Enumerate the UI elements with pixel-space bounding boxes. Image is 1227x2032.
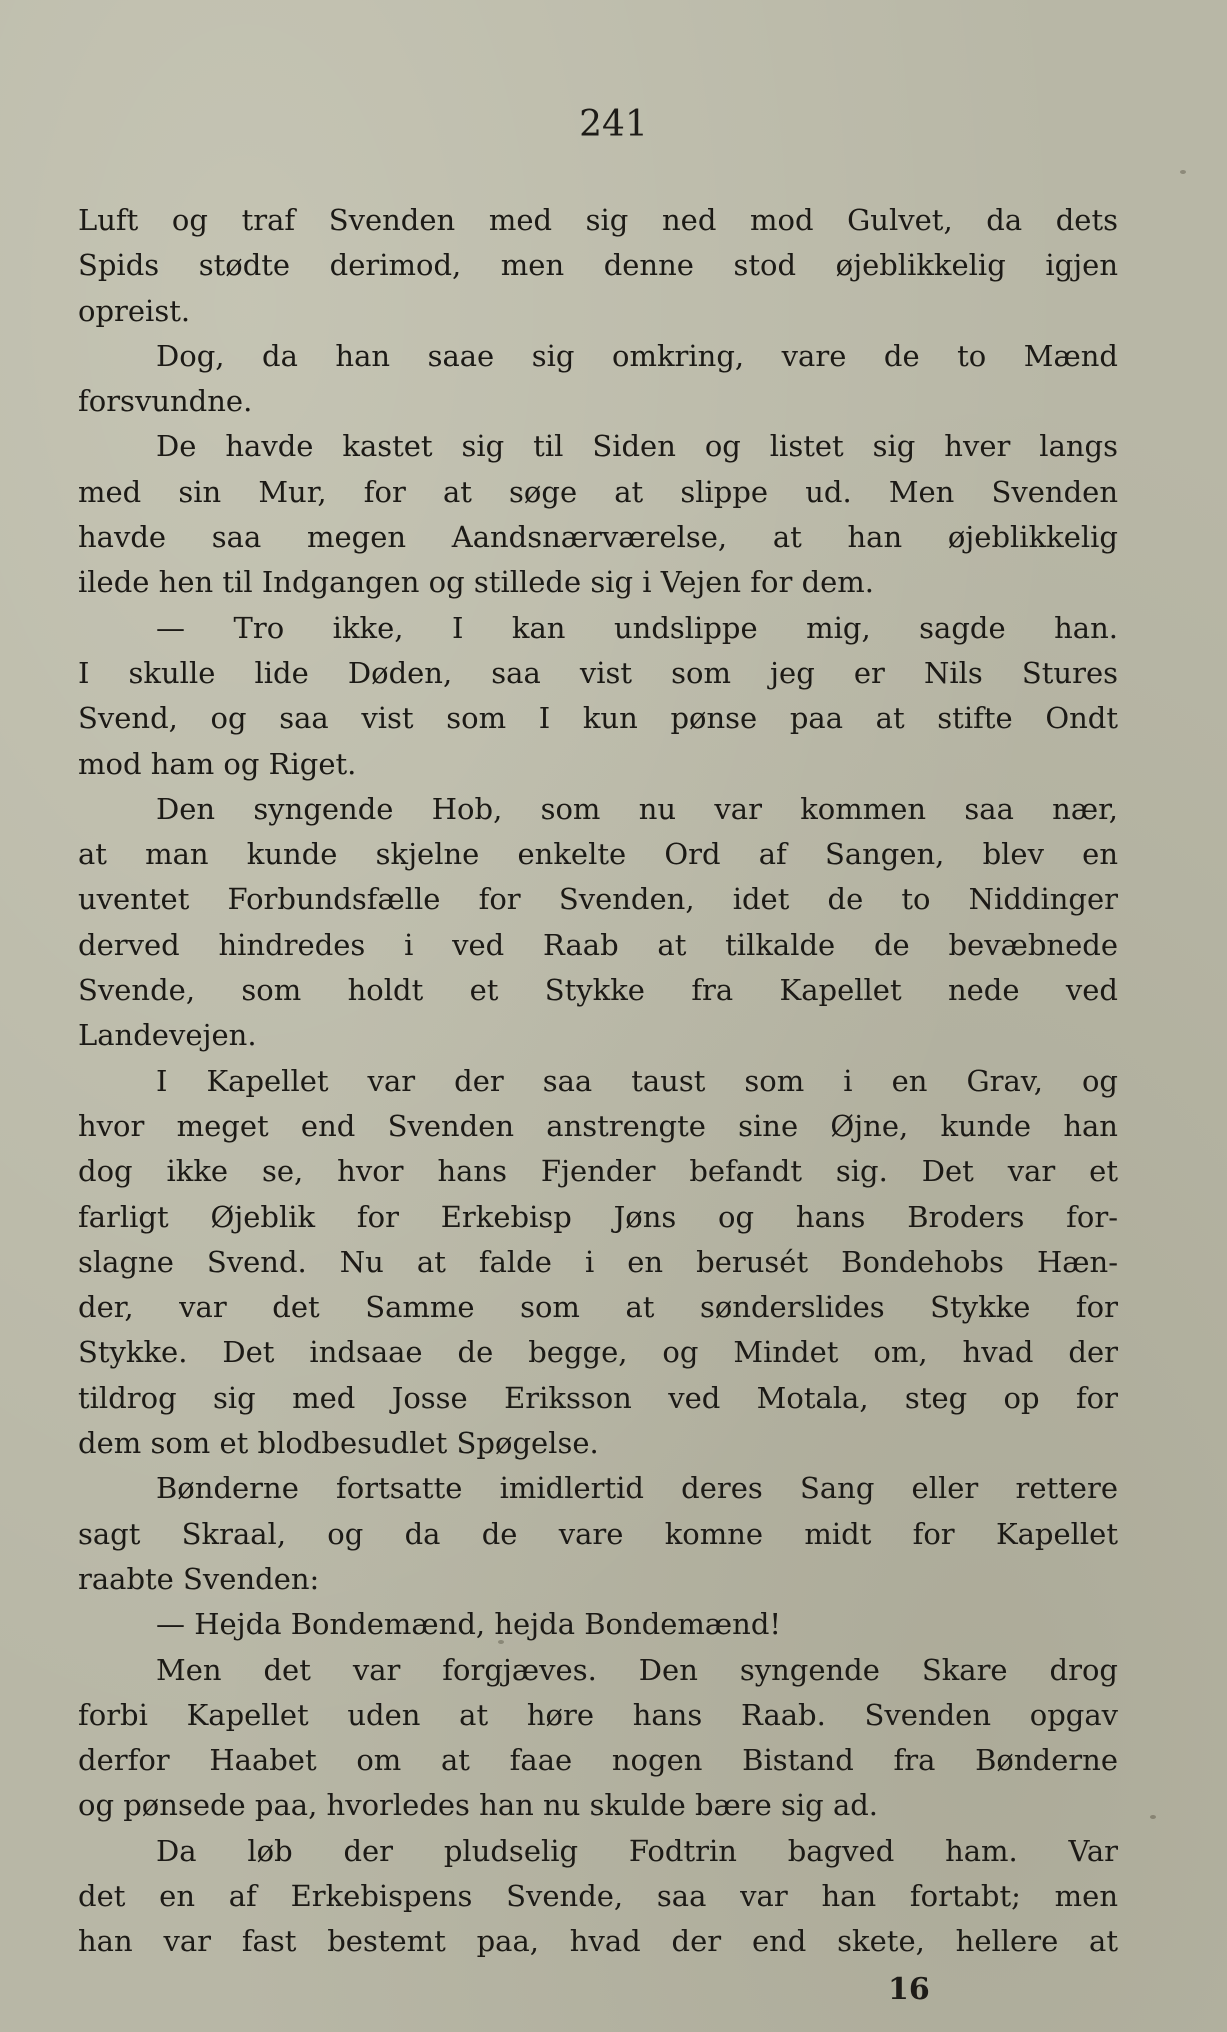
text-line: der, var det Samme som at sønderslides Stykke for (78, 1290, 1118, 1325)
text-line: Landevejen. (78, 1018, 257, 1053)
text-line: — Hejda Bondemænd, hejda Bondemænd! (156, 1607, 782, 1642)
text-line: opreist. (78, 293, 191, 328)
text-line: ilede hen til Indgangen og stillede sig i Vejen for dem. (78, 565, 875, 600)
text-line: dog ikke se, hvor hans Fjender befandt sig. Det var et (78, 1154, 1118, 1189)
signature-mark: 16 (888, 1972, 930, 2007)
text-line: og pønsede paa, hvorledes han nu skulde bære sig ad. (78, 1788, 879, 1823)
text-line: sagt Skraal, og da de vare komne midt for Kapellet (78, 1516, 1118, 1551)
paper-speck (1150, 1815, 1156, 1819)
text-line: Bønderne fortsatte imidlertid deres Sang eller rettere (156, 1471, 1118, 1506)
text-line: derved hindredes i ved Raab at tilkalde de bevæbnede (78, 927, 1118, 962)
text-line: Svende, som holdt et Stykke fra Kapellet nede ved (78, 973, 1118, 1008)
text-line: forsvundne. (78, 384, 253, 419)
text-line: raabte Svenden: (78, 1561, 320, 1596)
text-line: mod ham og Riget. (78, 746, 357, 781)
body-text (78, 198, 1118, 1965)
paper-speck (1180, 170, 1186, 174)
text-line: — Tro ikke, I kan undslippe mig, sagde han. (156, 610, 1118, 645)
text-line: at man kunde skjelne enkelte Ord af Sangen, blev en (78, 837, 1118, 872)
text-line: det en af Erkebispens Svende, saa var han fortabt; men (78, 1878, 1118, 1913)
text-line: uventet Forbundsfælle for Svenden, idet de to Niddinger (78, 882, 1118, 917)
text-line: Stykke. Det indsaae de begge, og Mindet om, hvad der (78, 1335, 1118, 1370)
text-line: De havde kastet sig til Siden og listet sig hver langs (156, 429, 1118, 464)
text-line: Men det var forgjæves. Den syngende Skare drog (156, 1652, 1118, 1687)
text-line: forbi Kapellet uden at høre hans Raab. Svenden opgav (78, 1697, 1118, 1732)
text-line: hvor meget end Svenden anstrengte sine Øjne, kunde han (78, 1108, 1118, 1143)
text-line: havde saa megen Aandsnærværelse, at han øjeblikkelig (78, 520, 1118, 555)
text-line: I skulle lide Døden, saa vist som jeg er Nils Stures (78, 655, 1118, 690)
text-line: med sin Mur, for at søge at slippe ud. Men Svenden (78, 474, 1118, 509)
text-line: han var fast bestemt paa, hvad der end skete, hellere at (78, 1924, 1118, 1959)
text-line: Luft og traf Svenden med sig ned mod Gulvet, da dets (78, 203, 1118, 237)
paper-speck (498, 1640, 504, 1644)
text-line: derfor Haabet om at faae nogen Bistand fra Bønderne (78, 1743, 1118, 1778)
text-line: slagne Svend. Nu at falde i en berusét Bondehobs Hæn- (78, 1244, 1118, 1279)
text-line: dem som et blodbesudlet Spøgelse. (78, 1426, 599, 1461)
text-line: Dog, da han saae sig omkring, vare de to Mænd (156, 338, 1118, 373)
text-line: I Kapellet var der saa taust som i en Grav, og (156, 1063, 1118, 1098)
text-line: Den syngende Hob, som nu var kommen saa nær, (156, 791, 1118, 826)
text-line: Da løb der pludselig Fodtrin bagved ham. Var (156, 1833, 1118, 1868)
text-line: Spids stødte derimod, men denne stod øjeblikkelig igjen (78, 248, 1118, 283)
text-line: tildrog sig med Josse Eriksson ved Motala, steg op for (78, 1380, 1118, 1415)
text-line: Svend, og saa vist som I kun pønse paa at stifte Ondt (78, 701, 1118, 736)
page-number: 241 (579, 104, 648, 145)
text-line: farligt Øjeblik for Erkebisp Jøns og hans Broders for- (78, 1199, 1118, 1234)
